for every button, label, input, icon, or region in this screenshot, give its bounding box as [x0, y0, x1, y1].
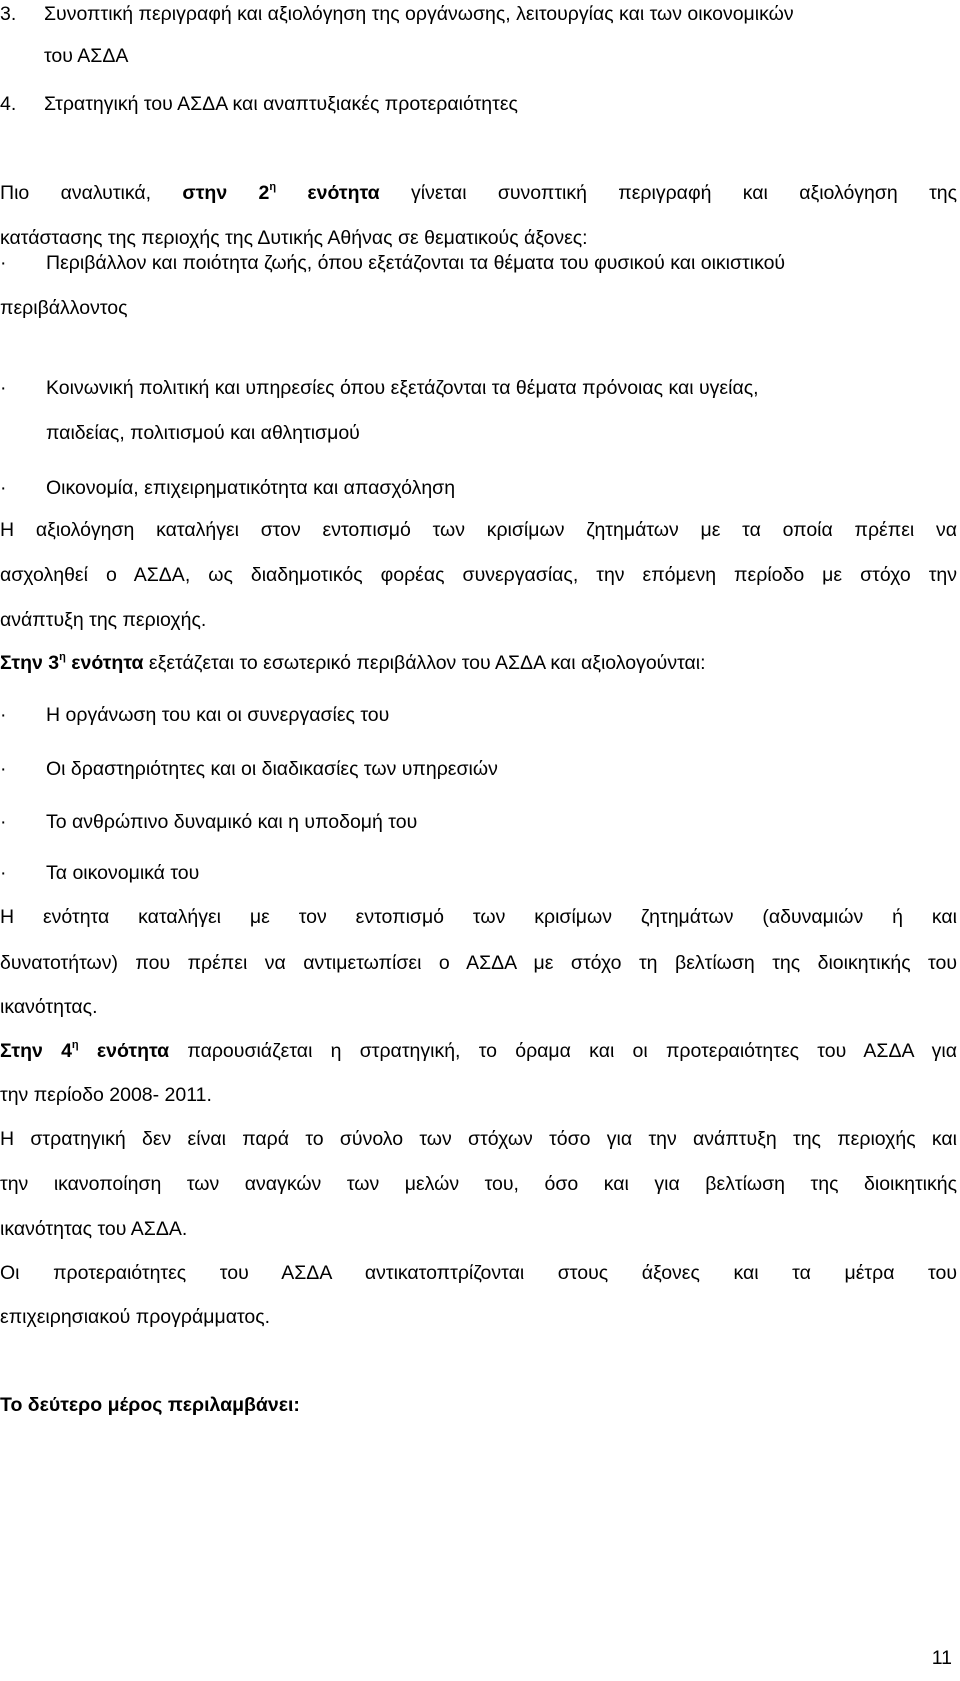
bold-section-ref: Στην 3	[0, 652, 60, 674]
bullet-text: Οι δραστηριότητες και οι διαδικασίες των υπηρεσιών	[46, 758, 498, 780]
bullet-mark: ·	[0, 477, 7, 499]
ordinal-superscript: η	[71, 1039, 79, 1051]
intro-text: εξετάζεται το εσωτερικό περιβάλλον του ΑΣΔΑ και αξιολογούνται:	[148, 652, 706, 674]
bold-section-ref: στην 2	[182, 182, 270, 204]
bullet-text: Τα οικονομικά του	[46, 862, 200, 884]
bullet-item	[0, 703, 957, 727]
bullet-mark: ·	[0, 862, 7, 884]
bullet-item	[0, 810, 957, 834]
intro-text: Πιο αναλυτικά,	[0, 182, 152, 204]
bold-section-ref: Στην 4	[0, 1040, 72, 1062]
paragraph-line: Η ενότητα καταλήγει με τον εντοπισμό των κρισίμων ζητημάτων (αδυναμιών ή και	[0, 906, 957, 928]
page-number: 11	[931, 1647, 952, 1669]
paragraph-line: Οι προτεραιότητες του ΑΣΔΑ αντικατοπτρίζονται στους άξονες και τα μέτρα του	[0, 1262, 957, 1284]
paragraph-line: δυνατοτήτων) που πρέπει να αντιμετωπίσει ο ΑΣΔΑ με στόχο τη βελτίωση της διοικητικής του	[0, 952, 957, 974]
paragraph-line: επιχειρησιακού προγράμματος.	[0, 1306, 271, 1328]
bold-unit-word: ενότητα	[307, 182, 380, 204]
section3-intro	[0, 651, 706, 675]
list-item-text: Συνοπτική περιγραφή και αξιολόγηση της οργάνωσης, λειτουργίας και των οικονομικών	[44, 3, 794, 25]
paragraph-line: ασχοληθεί ο ΑΣΔΑ, ως διαδημοτικός φορέας συνεργασίας, την επόμενη περίοδο με στόχο την	[0, 564, 957, 586]
second-part-heading: Το δεύτερο μέρος περιλαμβάνει:	[0, 1394, 300, 1416]
list-number: 3.	[0, 3, 17, 25]
bullet-mark: ·	[0, 377, 7, 399]
bullet-text: Οικονομία, επιχειρηματικότητα και απασχόληση	[46, 477, 456, 499]
bullet-item	[0, 476, 957, 500]
bullet-item	[0, 376, 957, 400]
bullet-item	[0, 251, 957, 275]
bullet-text: Κοινωνική πολιτική και υπηρεσίες όπου εξετάζονται τα θέματα πρόνοιας και υγείας,	[46, 377, 759, 399]
bold-unit-word: ενότητα	[96, 1040, 170, 1062]
bullet-mark: ·	[0, 252, 7, 274]
bullet-text: Η οργάνωση του και οι συνεργασίες του	[46, 704, 390, 726]
paragraph-line: ανάπτυξη της περιοχής.	[0, 609, 207, 631]
paragraph-line: ικανότητας του ΑΣΔΑ.	[0, 1218, 188, 1240]
bullet-mark: ·	[0, 811, 7, 833]
bold-unit-word: ενότητα	[71, 652, 144, 674]
paragraph-line: την ικανοποίηση των αναγκών των μελών του, όσο και για βελτίωση της διοικητικής	[0, 1173, 957, 1195]
list-item-3-continuation: του ΑΣΔΑ	[44, 45, 129, 67]
paragraph-line: ικανότητας.	[0, 996, 98, 1018]
bullet-continuation: παιδείας, πολιτισμού και αθλητισμού	[46, 422, 360, 444]
paragraph-line: την περίοδο 2008- 2011.	[0, 1084, 212, 1106]
bullet-continuation: περιβάλλοντος	[0, 297, 128, 319]
section4-intro	[0, 1039, 957, 1063]
paragraph-line: Η αξιολόγηση καταλήγει στον εντοπισμό των κρισίμων ζητημάτων με τα οποία πρέπει να	[0, 519, 957, 541]
list-item-text: Στρατηγική του ΑΣΔΑ και αναπτυξιακές προτεραιότητες	[44, 93, 518, 115]
intro-text: παρουσιάζεται η στρατηγική, το όραμα και οι προτεραιότητες του ΑΣΔΑ για	[187, 1040, 958, 1062]
paragraph-line: Η στρατηγική δεν είναι παρά το σύνολο των στόχων τόσο για την ανάπτυξη της περιοχής και	[0, 1128, 957, 1150]
bullet-item	[0, 757, 957, 781]
bullet-mark: ·	[0, 704, 7, 726]
intro-text: γίνεται συνοπτική περιγραφή και αξιολόγηση της	[410, 182, 958, 204]
ordinal-superscript: η	[269, 181, 277, 193]
bullet-text: Το ανθρώπινο δυναμικό και η υποδομή του	[46, 811, 418, 833]
bullet-item	[0, 861, 957, 885]
ordinal-superscript: η	[59, 651, 66, 663]
bullet-text: Περιβάλλον και ποιότητα ζωής, όπου εξετάζονται τα θέματα του φυσικού και οικιστικού	[46, 252, 786, 274]
section2-intro-line2: κατάστασης της περιοχής της Δυτικής Αθήνας σε θεματικούς άξονες:	[0, 227, 588, 249]
section2-intro-line1	[0, 181, 957, 205]
bullet-mark: ·	[0, 758, 7, 780]
list-number: 4.	[0, 93, 17, 115]
